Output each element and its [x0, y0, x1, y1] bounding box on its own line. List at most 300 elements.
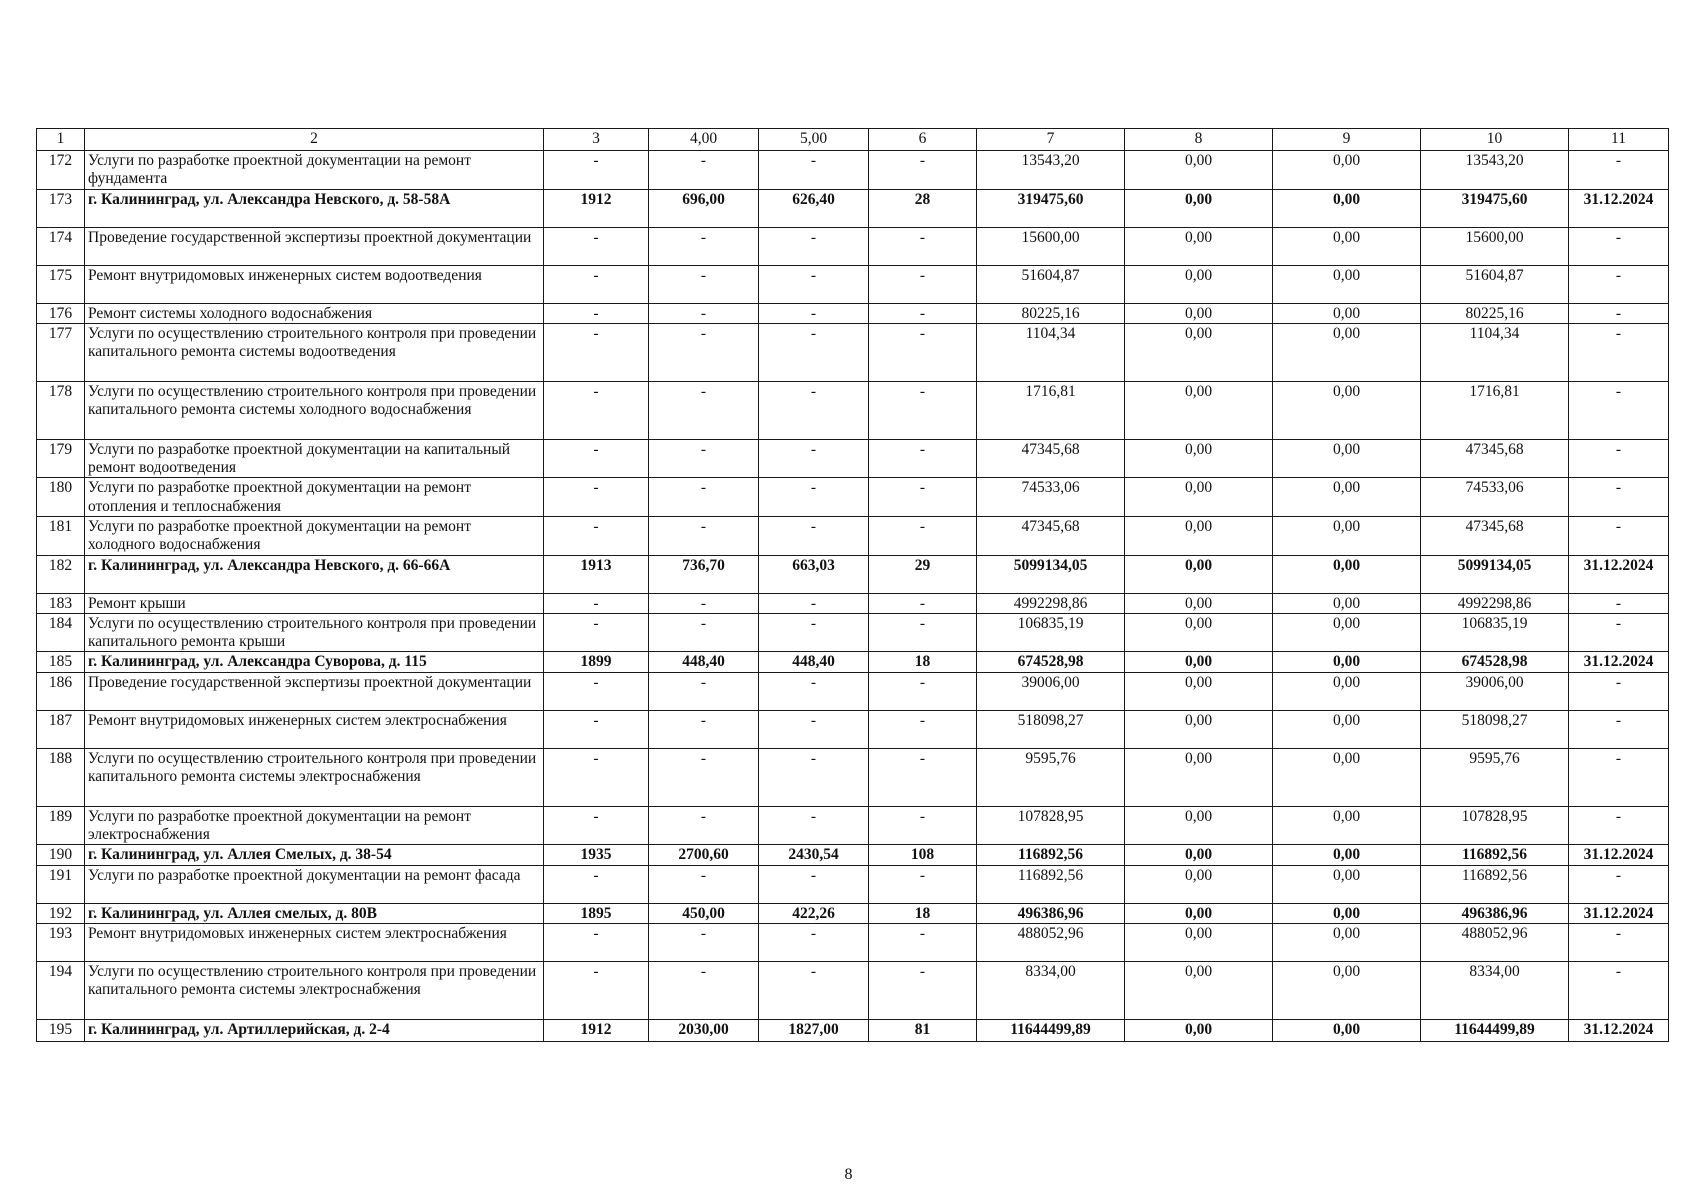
- work-description-cell: Ремонт крыши: [85, 593, 544, 613]
- living-area-cell: 626,40: [759, 189, 869, 227]
- residents-count-cell: -: [869, 593, 977, 613]
- work-description-cell: Услуги по осуществлению строительного контроля при проведении капитального ремонта системы водоотведения: [85, 323, 544, 381]
- year-built-cell: -: [544, 303, 649, 323]
- total-area-cell: -: [649, 710, 759, 748]
- work-description-cell: Услуги по осуществлению строительного контроля при проведении капитального ремонта системы электроснабжения: [85, 961, 544, 1019]
- completion-date-cell: -: [1569, 227, 1669, 265]
- total-cost-cell: 80225,16: [977, 303, 1125, 323]
- fund-federal-cell: 0,00: [1125, 593, 1273, 613]
- table-body: [37, 129, 1669, 1042]
- fund-regional-cell: 0,00: [1273, 478, 1421, 517]
- total-area-cell: -: [649, 613, 759, 652]
- residents-count-cell: 81: [869, 1019, 977, 1041]
- work-description-cell: г. Калининград, ул. Александра Суворова, д. 115: [85, 652, 544, 672]
- header-cell-5: 5,00: [759, 129, 869, 151]
- fund-federal-cell: 0,00: [1125, 555, 1273, 593]
- total-cost-cell: 496386,96: [977, 903, 1125, 923]
- work-description-cell: Услуги по разработке проектной документации на ремонт фасада: [85, 865, 544, 903]
- living-area-cell: 663,03: [759, 555, 869, 593]
- table-row: [37, 806, 1669, 845]
- total-area-cell: -: [649, 151, 759, 190]
- total-area-cell: -: [649, 303, 759, 323]
- total-cost-cell: 107828,95: [977, 806, 1125, 845]
- header-row: [37, 129, 1669, 151]
- year-built-cell: -: [544, 593, 649, 613]
- header-cell-3: 3: [544, 129, 649, 151]
- fund-owners-cell: 11644499,89: [1421, 1019, 1569, 1041]
- year-built-cell: -: [544, 265, 649, 303]
- row-number-cell: 195: [37, 1019, 85, 1041]
- completion-date-cell: 31.12.2024: [1569, 652, 1669, 672]
- completion-date-cell: -: [1569, 923, 1669, 961]
- work-description-cell: г. Калининград, ул. Аллея смелых, д. 80В: [85, 903, 544, 923]
- residents-count-cell: -: [869, 748, 977, 806]
- total-cost-cell: 39006,00: [977, 672, 1125, 710]
- table-row: [37, 303, 1669, 323]
- total-area-cell: -: [649, 381, 759, 439]
- year-built-cell: -: [544, 748, 649, 806]
- fund-owners-cell: 47345,68: [1421, 516, 1569, 555]
- total-cost-cell: 106835,19: [977, 613, 1125, 652]
- fund-owners-cell: 116892,56: [1421, 845, 1569, 865]
- work-description-cell: Ремонт внутридомовых инженерных систем электроснабжения: [85, 923, 544, 961]
- work-description-cell: г. Калининград, ул. Аллея Смелых, д. 38-54: [85, 845, 544, 865]
- row-number-cell: 172: [37, 151, 85, 190]
- total-cost-cell: 518098,27: [977, 710, 1125, 748]
- living-area-cell: -: [759, 923, 869, 961]
- total-area-cell: -: [649, 478, 759, 517]
- residents-count-cell: -: [869, 710, 977, 748]
- year-built-cell: 1912: [544, 1019, 649, 1041]
- living-area-cell: 448,40: [759, 652, 869, 672]
- year-built-cell: -: [544, 151, 649, 190]
- row-number-cell: 192: [37, 903, 85, 923]
- residents-count-cell: -: [869, 151, 977, 190]
- fund-federal-cell: 0,00: [1125, 189, 1273, 227]
- row-number-cell: 181: [37, 516, 85, 555]
- header-cell-11: 11: [1569, 129, 1669, 151]
- work-description-cell: Услуги по осуществлению строительного контроля при проведении капитального ремонта крыши: [85, 613, 544, 652]
- completion-date-cell: -: [1569, 748, 1669, 806]
- fund-regional-cell: 0,00: [1273, 593, 1421, 613]
- work-description-cell: г. Калининград, ул. Артиллерийская, д. 2-4: [85, 1019, 544, 1041]
- page-number: 8: [844, 1166, 853, 1183]
- address-row: [37, 189, 1669, 227]
- total-area-cell: -: [649, 323, 759, 381]
- fund-federal-cell: 0,00: [1125, 381, 1273, 439]
- year-built-cell: -: [544, 865, 649, 903]
- fund-federal-cell: 0,00: [1125, 303, 1273, 323]
- fund-federal-cell: 0,00: [1125, 961, 1273, 1019]
- total-area-cell: -: [649, 806, 759, 845]
- year-built-cell: 1912: [544, 189, 649, 227]
- completion-date-cell: -: [1569, 265, 1669, 303]
- fund-regional-cell: 0,00: [1273, 516, 1421, 555]
- address-row: [37, 903, 1669, 923]
- row-number-cell: 184: [37, 613, 85, 652]
- fund-regional-cell: 0,00: [1273, 923, 1421, 961]
- completion-date-cell: 31.12.2024: [1569, 189, 1669, 227]
- residents-count-cell: -: [869, 265, 977, 303]
- table-row: [37, 151, 1669, 190]
- completion-date-cell: -: [1569, 865, 1669, 903]
- residents-count-cell: -: [869, 381, 977, 439]
- total-cost-cell: 47345,68: [977, 439, 1125, 478]
- fund-owners-cell: 674528,98: [1421, 652, 1569, 672]
- fund-regional-cell: 0,00: [1273, 865, 1421, 903]
- fund-owners-cell: 116892,56: [1421, 865, 1569, 903]
- year-built-cell: -: [544, 323, 649, 381]
- living-area-cell: 1827,00: [759, 1019, 869, 1041]
- year-built-cell: -: [544, 227, 649, 265]
- fund-owners-cell: 8334,00: [1421, 961, 1569, 1019]
- row-number-cell: 179: [37, 439, 85, 478]
- fund-regional-cell: 0,00: [1273, 151, 1421, 190]
- total-area-cell: 450,00: [649, 903, 759, 923]
- completion-date-cell: -: [1569, 593, 1669, 613]
- living-area-cell: -: [759, 806, 869, 845]
- living-area-cell: -: [759, 672, 869, 710]
- completion-date-cell: -: [1569, 381, 1669, 439]
- living-area-cell: -: [759, 439, 869, 478]
- completion-date-cell: -: [1569, 151, 1669, 190]
- fund-owners-cell: 1716,81: [1421, 381, 1569, 439]
- residents-count-cell: -: [869, 323, 977, 381]
- living-area-cell: 422,26: [759, 903, 869, 923]
- year-built-cell: 1935: [544, 845, 649, 865]
- year-built-cell: -: [544, 516, 649, 555]
- table-row: [37, 265, 1669, 303]
- work-description-cell: Услуги по осуществлению строительного контроля при проведении капитального ремонта системы электроснабжения: [85, 748, 544, 806]
- year-built-cell: -: [544, 381, 649, 439]
- header-cell-6: 6: [869, 129, 977, 151]
- work-description-cell: Услуги по разработке проектной документации на ремонт электроснабжения: [85, 806, 544, 845]
- total-cost-cell: 4992298,86: [977, 593, 1125, 613]
- fund-federal-cell: 0,00: [1125, 323, 1273, 381]
- residents-count-cell: -: [869, 227, 977, 265]
- fund-federal-cell: 0,00: [1125, 265, 1273, 303]
- row-number-cell: 186: [37, 672, 85, 710]
- completion-date-cell: -: [1569, 439, 1669, 478]
- completion-date-cell: 31.12.2024: [1569, 903, 1669, 923]
- total-cost-cell: 116892,56: [977, 845, 1125, 865]
- year-built-cell: -: [544, 613, 649, 652]
- fund-owners-cell: 47345,68: [1421, 439, 1569, 478]
- row-number-cell: 187: [37, 710, 85, 748]
- address-row: [37, 845, 1669, 865]
- work-description-cell: Услуги по разработке проектной документации на ремонт холодного водоснабжения: [85, 516, 544, 555]
- fund-owners-cell: 4992298,86: [1421, 593, 1569, 613]
- fund-federal-cell: 0,00: [1125, 672, 1273, 710]
- residents-count-cell: 28: [869, 189, 977, 227]
- fund-federal-cell: 0,00: [1125, 516, 1273, 555]
- year-built-cell: -: [544, 672, 649, 710]
- total-cost-cell: 1104,34: [977, 323, 1125, 381]
- year-built-cell: -: [544, 439, 649, 478]
- fund-federal-cell: 0,00: [1125, 613, 1273, 652]
- fund-regional-cell: 0,00: [1273, 189, 1421, 227]
- year-built-cell: -: [544, 710, 649, 748]
- fund-federal-cell: 0,00: [1125, 151, 1273, 190]
- fund-federal-cell: 0,00: [1125, 652, 1273, 672]
- residents-count-cell: 18: [869, 652, 977, 672]
- fund-regional-cell: 0,00: [1273, 961, 1421, 1019]
- living-area-cell: -: [759, 381, 869, 439]
- header-cell-9: 9: [1273, 129, 1421, 151]
- work-description-cell: Проведение государственной экспертизы проектной документации: [85, 227, 544, 265]
- total-cost-cell: 74533,06: [977, 478, 1125, 517]
- fund-regional-cell: 0,00: [1273, 845, 1421, 865]
- fund-federal-cell: 0,00: [1125, 806, 1273, 845]
- register-sheet: [36, 128, 1668, 1042]
- fund-federal-cell: 0,00: [1125, 1019, 1273, 1041]
- living-area-cell: -: [759, 265, 869, 303]
- completion-date-cell: -: [1569, 478, 1669, 517]
- completion-date-cell: 31.12.2024: [1569, 1019, 1669, 1041]
- total-area-cell: -: [649, 593, 759, 613]
- total-area-cell: 2700,60: [649, 845, 759, 865]
- work-description-cell: Услуги по разработке проектной документации на ремонт фундамента: [85, 151, 544, 190]
- completion-date-cell: 31.12.2024: [1569, 555, 1669, 593]
- total-area-cell: -: [649, 672, 759, 710]
- completion-date-cell: -: [1569, 516, 1669, 555]
- table-row: [37, 865, 1669, 903]
- total-cost-cell: 13543,20: [977, 151, 1125, 190]
- residents-count-cell: 108: [869, 845, 977, 865]
- fund-owners-cell: 488052,96: [1421, 923, 1569, 961]
- header-cell-4: 4,00: [649, 129, 759, 151]
- work-description-cell: Услуги по разработке проектной документации на ремонт отопления и теплоснабжения: [85, 478, 544, 517]
- fund-regional-cell: 0,00: [1273, 613, 1421, 652]
- living-area-cell: -: [759, 151, 869, 190]
- residents-count-cell: -: [869, 806, 977, 845]
- completion-date-cell: -: [1569, 672, 1669, 710]
- total-cost-cell: 15600,00: [977, 227, 1125, 265]
- residents-count-cell: -: [869, 478, 977, 517]
- address-row: [37, 555, 1669, 593]
- year-built-cell: -: [544, 478, 649, 517]
- living-area-cell: -: [759, 478, 869, 517]
- residents-count-cell: -: [869, 516, 977, 555]
- total-cost-cell: 5099134,05: [977, 555, 1125, 593]
- work-description-cell: Проведение государственной экспертизы проектной документации: [85, 672, 544, 710]
- table-row: [37, 961, 1669, 1019]
- row-number-cell: 177: [37, 323, 85, 381]
- fund-regional-cell: 0,00: [1273, 672, 1421, 710]
- completion-date-cell: -: [1569, 613, 1669, 652]
- total-area-cell: -: [649, 923, 759, 961]
- fund-regional-cell: 0,00: [1273, 710, 1421, 748]
- fund-regional-cell: 0,00: [1273, 381, 1421, 439]
- living-area-cell: -: [759, 865, 869, 903]
- total-cost-cell: 1716,81: [977, 381, 1125, 439]
- total-area-cell: 696,00: [649, 189, 759, 227]
- fund-regional-cell: 0,00: [1273, 903, 1421, 923]
- total-cost-cell: 674528,98: [977, 652, 1125, 672]
- address-row: [37, 652, 1669, 672]
- living-area-cell: -: [759, 323, 869, 381]
- total-area-cell: -: [649, 961, 759, 1019]
- living-area-cell: -: [759, 613, 869, 652]
- living-area-cell: -: [759, 593, 869, 613]
- fund-federal-cell: 0,00: [1125, 227, 1273, 265]
- row-number-cell: 194: [37, 961, 85, 1019]
- living-area-cell: -: [759, 303, 869, 323]
- row-number-cell: 183: [37, 593, 85, 613]
- completion-date-cell: -: [1569, 710, 1669, 748]
- header-cell-7: 7: [977, 129, 1125, 151]
- row-number-cell: 182: [37, 555, 85, 593]
- completion-date-cell: 31.12.2024: [1569, 845, 1669, 865]
- residents-count-cell: -: [869, 923, 977, 961]
- year-built-cell: 1913: [544, 555, 649, 593]
- row-number-cell: 190: [37, 845, 85, 865]
- fund-owners-cell: 9595,76: [1421, 748, 1569, 806]
- work-description-cell: Ремонт системы холодного водоснабжения: [85, 303, 544, 323]
- residents-count-cell: -: [869, 672, 977, 710]
- row-number-cell: 176: [37, 303, 85, 323]
- completion-date-cell: -: [1569, 303, 1669, 323]
- table-row: [37, 478, 1669, 517]
- row-number-cell: 185: [37, 652, 85, 672]
- fund-regional-cell: 0,00: [1273, 1019, 1421, 1041]
- table-row: [37, 672, 1669, 710]
- total-area-cell: 736,70: [649, 555, 759, 593]
- row-number-cell: 173: [37, 189, 85, 227]
- completion-date-cell: -: [1569, 961, 1669, 1019]
- work-description-cell: г. Калининград, ул. Александра Невского, д. 58-58А: [85, 189, 544, 227]
- total-cost-cell: 51604,87: [977, 265, 1125, 303]
- fund-regional-cell: 0,00: [1273, 652, 1421, 672]
- row-number-cell: 188: [37, 748, 85, 806]
- header-cell-8: 8: [1125, 129, 1273, 151]
- fund-owners-cell: 106835,19: [1421, 613, 1569, 652]
- fund-federal-cell: 0,00: [1125, 865, 1273, 903]
- row-number-cell: 193: [37, 923, 85, 961]
- residents-count-cell: -: [869, 613, 977, 652]
- fund-federal-cell: 0,00: [1125, 845, 1273, 865]
- table-row: [37, 710, 1669, 748]
- fund-federal-cell: 0,00: [1125, 923, 1273, 961]
- living-area-cell: -: [759, 710, 869, 748]
- fund-federal-cell: 0,00: [1125, 439, 1273, 478]
- address-row: [37, 1019, 1669, 1041]
- capital-repair-table: [36, 128, 1669, 1042]
- row-number-cell: 174: [37, 227, 85, 265]
- row-number-cell: 175: [37, 265, 85, 303]
- fund-regional-cell: 0,00: [1273, 555, 1421, 593]
- total-cost-cell: 488052,96: [977, 923, 1125, 961]
- table-row: [37, 613, 1669, 652]
- total-area-cell: -: [649, 865, 759, 903]
- work-description-cell: г. Калининград, ул. Александра Невского, д. 66-66А: [85, 555, 544, 593]
- fund-federal-cell: 0,00: [1125, 710, 1273, 748]
- fund-owners-cell: 496386,96: [1421, 903, 1569, 923]
- total-area-cell: 448,40: [649, 652, 759, 672]
- work-description-cell: Ремонт внутридомовых инженерных систем водоотведения: [85, 265, 544, 303]
- living-area-cell: 2430,54: [759, 845, 869, 865]
- table-row: [37, 748, 1669, 806]
- residents-count-cell: -: [869, 865, 977, 903]
- fund-federal-cell: 0,00: [1125, 478, 1273, 517]
- fund-owners-cell: 5099134,05: [1421, 555, 1569, 593]
- year-built-cell: -: [544, 961, 649, 1019]
- header-cell-1: 1: [37, 129, 85, 151]
- residents-count-cell: -: [869, 303, 977, 323]
- total-cost-cell: 11644499,89: [977, 1019, 1125, 1041]
- header-cell-10: 10: [1421, 129, 1569, 151]
- table-row: [37, 593, 1669, 613]
- row-number-cell: 189: [37, 806, 85, 845]
- table-row: [37, 323, 1669, 381]
- residents-count-cell: 18: [869, 903, 977, 923]
- work-description-cell: Ремонт внутридомовых инженерных систем электроснабжения: [85, 710, 544, 748]
- living-area-cell: -: [759, 748, 869, 806]
- total-area-cell: 2030,00: [649, 1019, 759, 1041]
- fund-regional-cell: 0,00: [1273, 303, 1421, 323]
- total-area-cell: -: [649, 748, 759, 806]
- total-cost-cell: 9595,76: [977, 748, 1125, 806]
- year-built-cell: 1895: [544, 903, 649, 923]
- fund-owners-cell: 13543,20: [1421, 151, 1569, 190]
- header-cell-2: 2: [85, 129, 544, 151]
- fund-regional-cell: 0,00: [1273, 227, 1421, 265]
- fund-owners-cell: 39006,00: [1421, 672, 1569, 710]
- work-description-cell: Услуги по осуществлению строительного контроля при проведении капитального ремонта системы холодного водоснабжения: [85, 381, 544, 439]
- row-number-cell: 178: [37, 381, 85, 439]
- living-area-cell: -: [759, 227, 869, 265]
- residents-count-cell: 29: [869, 555, 977, 593]
- fund-owners-cell: 1104,34: [1421, 323, 1569, 381]
- living-area-cell: -: [759, 961, 869, 1019]
- row-number-cell: 180: [37, 478, 85, 517]
- living-area-cell: -: [759, 516, 869, 555]
- work-description-cell: Услуги по разработке проектной документации на капитальный ремонт водоотведения: [85, 439, 544, 478]
- fund-owners-cell: 15600,00: [1421, 227, 1569, 265]
- fund-owners-cell: 51604,87: [1421, 265, 1569, 303]
- fund-regional-cell: 0,00: [1273, 265, 1421, 303]
- fund-regional-cell: 0,00: [1273, 748, 1421, 806]
- row-number-cell: 191: [37, 865, 85, 903]
- completion-date-cell: -: [1569, 323, 1669, 381]
- fund-owners-cell: 319475,60: [1421, 189, 1569, 227]
- fund-federal-cell: 0,00: [1125, 748, 1273, 806]
- total-area-cell: -: [649, 439, 759, 478]
- residents-count-cell: -: [869, 961, 977, 1019]
- fund-owners-cell: 107828,95: [1421, 806, 1569, 845]
- total-area-cell: -: [649, 265, 759, 303]
- table-row: [37, 381, 1669, 439]
- year-built-cell: -: [544, 923, 649, 961]
- total-cost-cell: 116892,56: [977, 865, 1125, 903]
- total-cost-cell: 319475,60: [977, 189, 1125, 227]
- table-row: [37, 923, 1669, 961]
- year-built-cell: -: [544, 806, 649, 845]
- fund-regional-cell: 0,00: [1273, 806, 1421, 845]
- fund-regional-cell: 0,00: [1273, 323, 1421, 381]
- fund-owners-cell: 518098,27: [1421, 710, 1569, 748]
- completion-date-cell: -: [1569, 806, 1669, 845]
- fund-federal-cell: 0,00: [1125, 903, 1273, 923]
- fund-owners-cell: 74533,06: [1421, 478, 1569, 517]
- total-area-cell: -: [649, 227, 759, 265]
- fund-regional-cell: 0,00: [1273, 439, 1421, 478]
- residents-count-cell: -: [869, 439, 977, 478]
- table-row: [37, 227, 1669, 265]
- total-cost-cell: 8334,00: [977, 961, 1125, 1019]
- fund-owners-cell: 80225,16: [1421, 303, 1569, 323]
- total-area-cell: -: [649, 516, 759, 555]
